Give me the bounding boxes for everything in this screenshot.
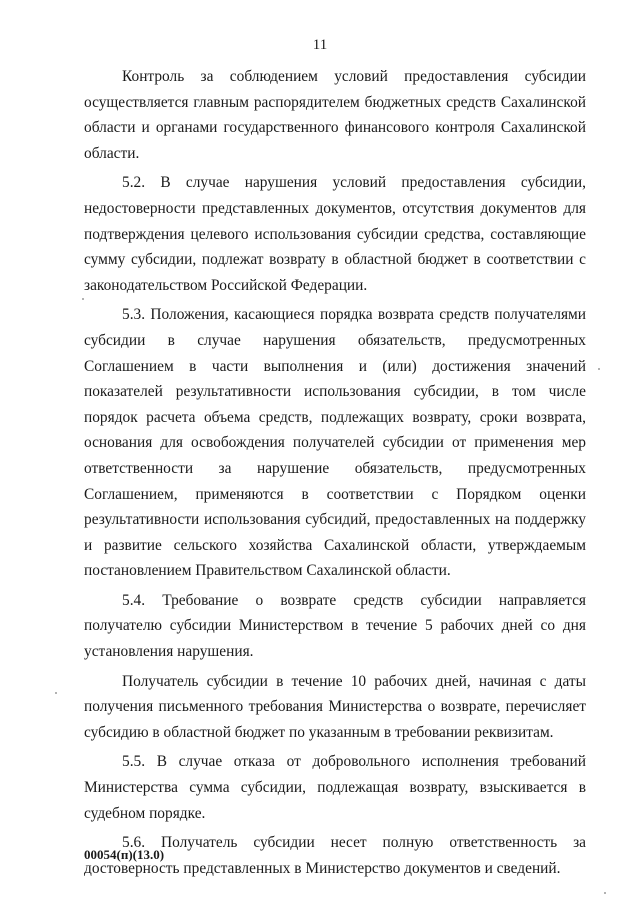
- paragraph-control: Контроль за соблюдением условий предоставления субсидии осуществляется главным распорядителем бюджетных средств Сахалинской области и органами государственного финансового контроля Сахалинской области.: [84, 68, 586, 162]
- document-code: 00054(п)(13.0): [84, 847, 165, 862]
- paragraph-5-6: 5.6. Получатель субсидии несет полную ответственность за достоверность представленных в Министерство документов и сведений.: [84, 834, 586, 877]
- document-body: [84, 64, 586, 885]
- paragraph-5-4: 5.4. Требование о возврате средств субсидии направляется получателю субсидии Министерством в течение 5 рабочих дней со дня установления нарушения.: [84, 591, 586, 661]
- page-number: 11: [312, 37, 328, 53]
- scan-speck: [82, 298, 84, 300]
- paragraph-recipient: Получатель субсидии в течение 10 рабочих дней, начиная с даты получения письменного требования Министерства о возврате, перечисляет субсидию в областной бюджет по указанным в требовании реквизитам.: [84, 672, 586, 741]
- scan-speck: [598, 368, 600, 370]
- scan-speck: [604, 892, 606, 894]
- paragraph-5-3: 5.3. Положения, касающиеся порядка возврата средств получателями субсидии в случае нарушения обязательств, предусмотренных Соглашением в части выполнения и (или) достижения значений показателей результативности использования субсидии, в том числе порядок расчета объема средств, подлежащих возврату, сроки возврата, основания для освобождения получателей субсидии от применения мер ответственности за нарушение обязательств, предусмотренных Соглашением, применяются в соответствии с Порядком оценки результативности использования субсидий, предоставленных на поддержку и развитие сельского хозяйства Сахалинской области, утверждаемым постановлением Правительством Сахалинской области.: [84, 306, 586, 580]
- paragraph-5-2: 5.2. В случае нарушения условий предоставления субсидии, недостоверности представленных документов, отсутствия документов для подтверждения целевого использования субсидии средства, составляющие сумму субсидии, подлежат возврату в областной бюджет в соответствии с законодательством Российской Федерации.: [84, 174, 586, 294]
- paragraph-5-5: 5.5. В случае отказа от добровольного исполнения требований Министерства сумма субсидии, подлежащая возврату, взыскивается в судебном порядке.: [84, 753, 586, 822]
- scan-speck: [55, 692, 57, 694]
